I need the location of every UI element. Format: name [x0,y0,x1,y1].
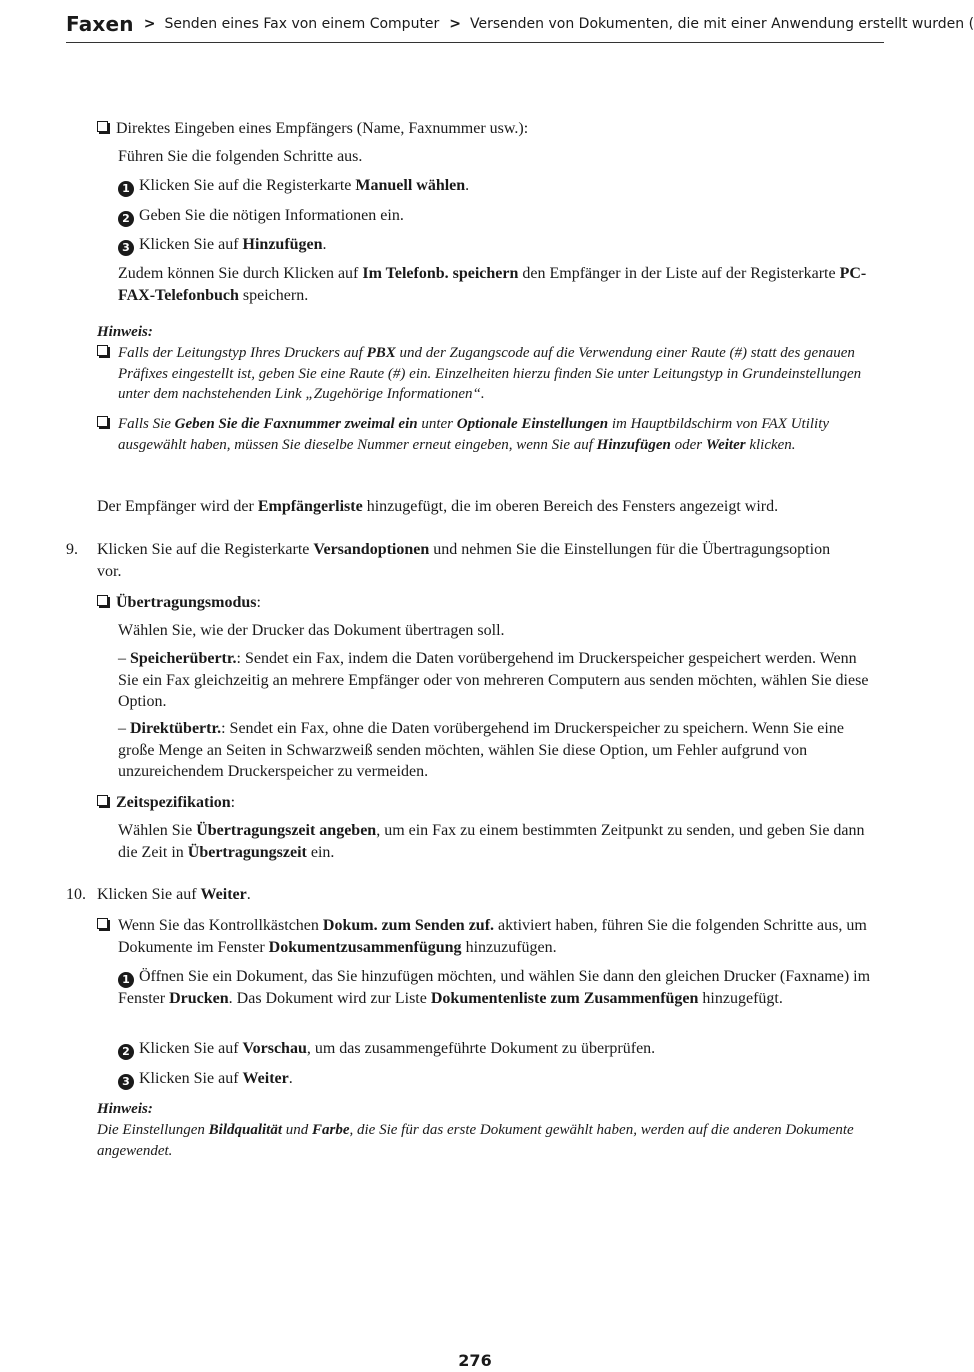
checkbox-bullet-icon [97,345,108,356]
attach-step-2: 2 Klicken Sie auf Vorschau, um das zusammengeführte Dokument zu überprüfen. [118,1038,878,1060]
note-image-settings: Die Einstellungen Bildqualität und Farbe, die Sie für das erste Dokument gewählt haben, werden auf die anderen Dokumente angewendet. [97,1122,854,1159]
step-number-1-icon: 1 [118,181,134,197]
step-number: 9. [66,541,78,558]
note-item-fax-number-twice: Falls Sie Geben Sie die Faxnummer zweimal ein unter Optionale Einstellungen im Hauptbildschirm von FAX Utility ausgewählt haben, müssen Sie dieselbe Nummer erneut eingeben, wenn Sie auf Hinzufügen oder Weiter klicken. [97,414,867,455]
checkbox-bullet-icon [97,416,108,427]
recipient-intro: Führen Sie die folgenden Schritte aus. [118,148,363,165]
breadcrumb-separator-icon: > [143,16,156,32]
checkbox-bullet-icon [97,795,108,806]
breadcrumb [66,10,974,43]
recipient-bullet: Direktes Eingeben eines Empfängers (Name, Faxnummer usw.): [97,118,877,140]
transfer-mode-desc: Wählen Sie, wie der Drucker das Dokument übertragen soll. [118,622,505,639]
memory-send-option: – Speicherübertr.: Sendet ein Fax, indem die Daten vorübergehend im Druckerspeicher gespeichert werden. Wenn Sie ein Fax gleichzeitig an mehrere Empfänger oder von mehreren Computern aus senden möchten, wählen Sie diese Option. [118,650,869,710]
direct-send-option: – Direktübertr.: Sendet ein Fax, ohne die Daten vorübergehend im Druckerspeicher zu speichern. Wenn Sie eine große Menge an Seiten in Schwarzweiß senden möchten, wählen Sie diese Option, um Fehler aufgrund von unzureichendem Druckerspeicher zu vermeiden. [118,720,844,780]
step-10-text: Klicken Sie auf Weiter. [97,886,251,903]
step-number-3-icon: 3 [118,240,134,256]
attach-step-3: 3 Klicken Sie auf Weiter. [118,1068,878,1090]
note-item-pbx: Falls der Leitungstyp Ihres Druckers auf PBX und der Zugangscode auf die Verwendung einer Raute (#) statt des genauen Präfixes eingestellt ist, geben Sie eine Raute (#) ein. Einzelheiten hierzu finden Sie unter Leitungstyp in Grundeinstellungen unter dem nachstehenden Link „Zugehörige Informationen“. [97,343,867,405]
step-number: 10. [66,886,86,903]
page-number: 276 [458,1351,492,1370]
step-number-2-icon: 2 [118,1044,134,1060]
checkbox-bullet-icon [97,595,108,606]
breadcrumb-separator-icon: > [449,16,462,32]
section-title: Faxen [66,12,134,36]
save-to-phonebook-text: Zudem können Sie durch Klicken auf Im Telefonb. speichern den Empfänger in der Liste auf der Registerkarte PC-FAX-Telefonbuch speichern. [118,265,867,304]
recipient-step-2: 2 Geben Sie die nötigen Informationen ein. [118,205,878,227]
time-spec-desc: Wählen Sie Übertragungszeit angeben, um ein Fax zu einem bestimmten Zeitpunkt zu senden, und geben Sie dann die Zeit in Übertragungszeit ein. [118,822,865,861]
recipient-list-text: Der Empfänger wird der Empfängerliste hinzugefügt, die im oberen Bereich des Fensters angezeigt wird. [97,498,779,515]
step-9-text: Klicken Sie auf die Registerkarte Versandoptionen und nehmen Sie die Einstellungen für die Übertragungsoption vor. [97,541,831,580]
checkbox-bullet-icon [97,121,108,132]
note-title: Hinweis: [97,324,153,340]
step-number-3-icon: 3 [118,1074,134,1090]
breadcrumb-item-2[interactable]: Versenden von Dokumenten, die mit einer Anwendung erstellt wurden ( [470,16,974,32]
recipient-step-3: 3 Klicken Sie auf Hinzufügen. [118,234,878,256]
recipient-step-1: 1 Klicken Sie auf die Registerkarte Manuell wählen. [118,175,878,197]
attach-docs-bullet: Wenn Sie das Kontrollkästchen Dokum. zum Senden zuf. aktiviert haben, führen Sie die folgenden Schritte aus, um Dokumente im Fenster Dokumentzusammenfügung hinzuzufügen. [97,915,867,958]
attach-step-1: 1 Öffnen Sie ein Dokument, das Sie hinzufügen möchten, und wählen Sie dann den gleichen Drucker (Faxname) im Fenster Drucken. Das Dokument wird zur Liste Dokumentenliste zum Zusammenfügen hinzugefügt. [118,968,871,1007]
step-number-2-icon: 2 [118,211,134,227]
transfer-mode-bullet: Übertragungsmodus: [97,592,877,614]
time-spec-bullet: Zeitspezifikation: [97,792,877,814]
checkbox-bullet-icon [97,918,108,929]
step-number-1-icon: 1 [118,972,134,988]
breadcrumb-item-1[interactable]: Senden eines Fax von einem Computer [164,16,440,32]
note-title: Hinweis: [97,1101,153,1117]
